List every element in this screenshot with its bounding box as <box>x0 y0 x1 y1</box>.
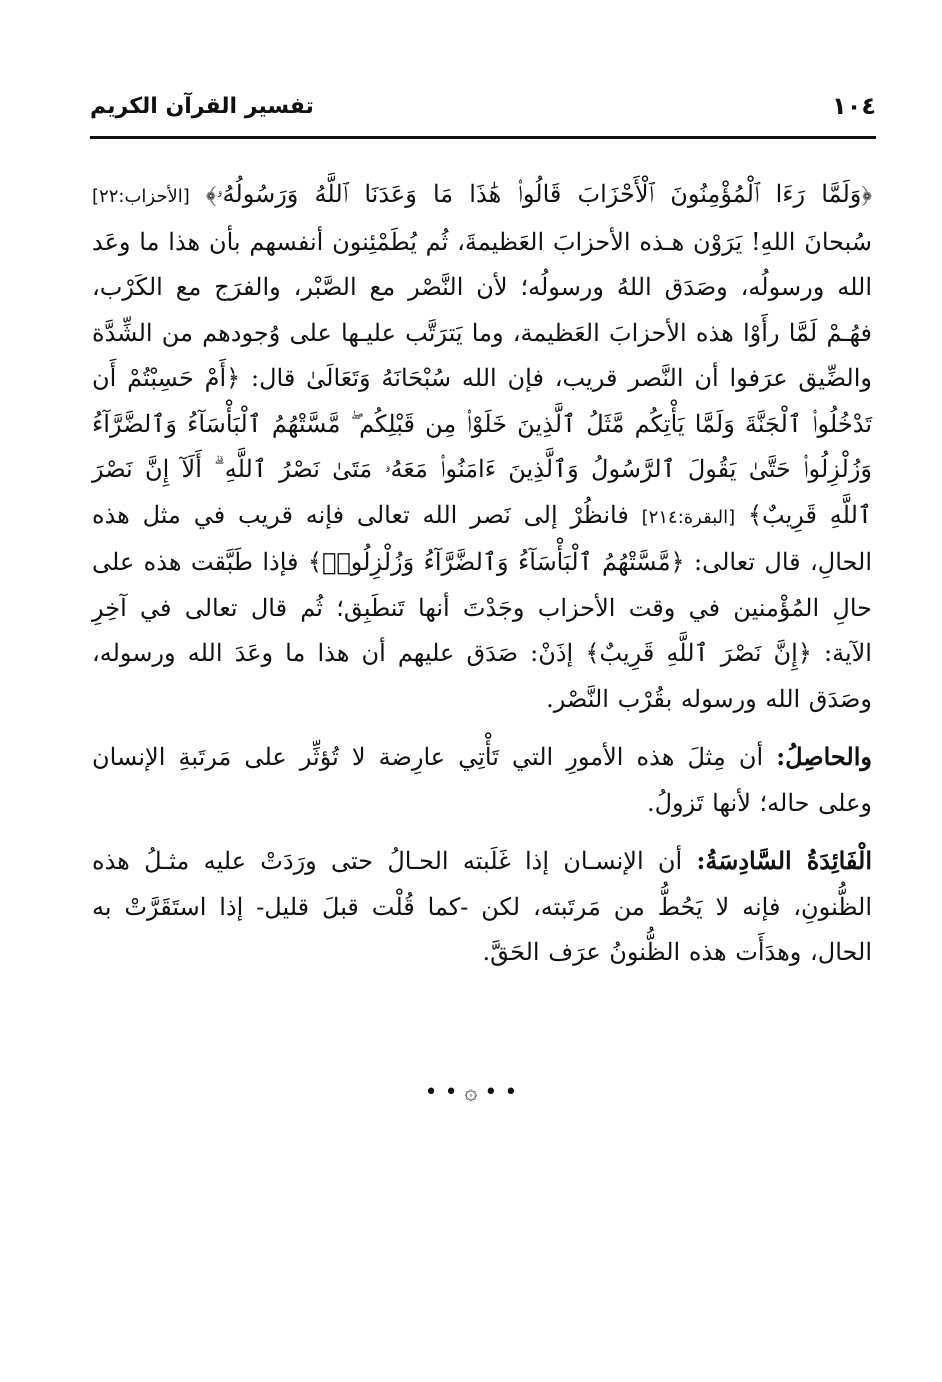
verse-reference: [البقرة:٢١٤] <box>641 506 736 528</box>
body-text-segment: فانظُرْ إلى نَصر الله تعالى فإنه قريب في مثل هذه الحالِ، قال تعالى: <box>92 500 872 576</box>
paragraph-2 <box>92 734 872 826</box>
body-text-segment: سُبحانَ اللهِ! يَرَوْن هـذه الأحزابَ العَظيمةَ، ثُم يُطَمْئِنون أنفسهم بأن هذا ما وعَد الله ورسولُه، وصَدَق اللهُ ورسولُه؛ لأن النَّصْر مع الصَّبْر، والفرَج مع الكَرْب، فهُـمْ لَمَّا رأَوْا هذه الأحزابَ العَظيمة، وما يَترَتَّب عليـها على وُجودهم من الشِّدَّة والضِّيق عرَفوا أن النَّصر قريب، فإن الله سُبْحَانَهُ وَتَعَالَىٰ قال: <box>92 227 872 392</box>
body-text-segment: أن مِثلَ هذه الأمورِ التي تَأْتِي عارِضة لا تُؤثِّر على مَرتَبةِ الإنسان وعلى حاله؛ لأنها تَزولُ. <box>92 743 872 817</box>
section-end-ornament: • • ۞ • • <box>424 1080 518 1105</box>
body-text-segment: أن الإنسـان إذا غَلَبته الحـالُ حتى ورَدَتْ عليه مثـلُ هذه الظُّنونِ، فإنه لا يَحُطُّ من مَرتَبته، لكن -كما قُلْت قبلَ قليل- إذا استَقَرَّتْ به الحال، وهدَأَت هذه الظُّنونُ عرَف الحَقَّ. <box>92 847 872 966</box>
page-number: ١٠٤ <box>832 92 876 120</box>
paragraph-lead: الْفَائِدَةُ السَّادِسَةُ: <box>696 846 872 875</box>
paragraph-lead: والحاصِلُ: <box>776 742 872 771</box>
page-header <box>90 92 876 132</box>
header-rule <box>90 136 876 139</box>
paragraph-1 <box>92 172 872 722</box>
quran-verse: ﴿مَّسَّتْهُمُ ٱلْبَأْسَآءُ وَٱلضَّرَّآءُ وَزُلْزِلُوا۟﴾ <box>307 548 685 576</box>
body-text-segment: فإذا طَبَّقت هذه على حالِ المُؤْمنين في وقت الأحزاب وجَدْتَ أنها تَنطَبِق؛ ثُم قال تعالى في آخِرِ الآية: <box>92 548 872 667</box>
body-text <box>92 172 872 976</box>
quran-verse: ﴿إِنَّ نَصْرَ ٱللَّهِ قَرِيبٌ﴾ <box>585 639 812 667</box>
quran-verse: ﴿أَمْ حَسِبْتُمْ أَن تَدْخُلُوا۟ ٱلْجَنَّةَ وَلَمَّا يَأْتِكُم مَّثَلُ ٱلَّذِينَ خَلَوْا۟ مِن قَبْلِكُم ۖ مَّسَّتْهُمُ ٱلْبَأْسَآءُ وَٱلضَّرَّآءُ وَزُلْزِلُوا۟ حَتَّىٰ يَقُولَ ٱلرَّسُولُ وَٱلَّذِينَ ءَامَنُوا۟ مَعَهُۥ مَتَىٰ نَصْرُ ٱللَّهِ ۗ أَلَآ إِنَّ نَصْرَ ٱللَّهِ قَرِيبٌ﴾ <box>92 364 872 529</box>
quran-verse: ﴿وَلَمَّا رَءَا ٱلْمُؤْمِنُونَ ٱلْأَحْزَابَ قَالُوا۟ هَٰذَا مَا وَعَدَنَا ٱللَّهُ وَرَسُولُهُۥ﴾ <box>205 180 872 208</box>
running-title: تفسير القرآن الكريم <box>90 94 314 119</box>
verse-reference: [الأحزاب:٢٢] <box>92 186 190 207</box>
paragraph-3 <box>92 838 872 976</box>
body-text-segment: إذَنْ: صَدَق عليهم أن هذا ما وعَدَ الله ورسوله، وصَدَق الله ورسوله بقُرْب النَّصْر. <box>92 639 872 713</box>
